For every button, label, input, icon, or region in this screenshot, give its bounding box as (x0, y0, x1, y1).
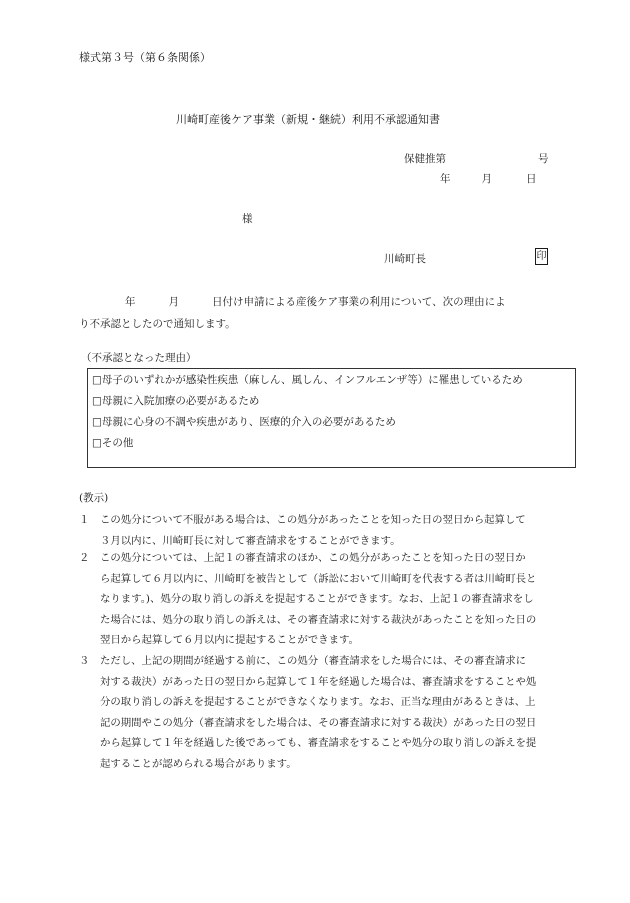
notice-line: なります。)、処分の取り消しの訴えを提起することができます。なお、上記１の審査請求をし (100, 593, 534, 605)
notice-item-3 (79, 651, 559, 774)
date-day: 日 (526, 173, 537, 185)
body-line-1 (79, 291, 559, 313)
document-number-prefix: 保健推第 (404, 153, 446, 165)
notice-item-2 (79, 548, 559, 651)
notice-line: 対する裁決）があった日の翌日から起算して１年を経過した場合は、審査請求をすることや処 (100, 675, 537, 688)
body-line-1-rest: 日付け申請による産後ケア事業の利用について、次の理由によ (212, 296, 506, 308)
notice-heading: (教示) (79, 492, 109, 504)
date-month: 月 (481, 173, 492, 185)
body-line-2: り不承認としたので通知します。 (79, 318, 236, 330)
seal-mark: 印 (535, 248, 548, 265)
notice-item-number: ３ (79, 655, 90, 667)
notice-line: 記の期間やこの処分（審査請求をした場合は、その審査請求に対する裁決）があった日の翌日 (100, 716, 537, 729)
reason-item-medical-intervention[interactable]: □母親に心身の不調や疾患があり、医療的介入の必要があるため (92, 416, 396, 428)
issue-date (440, 171, 537, 186)
form-number: 様式第３号（第６条関係） (79, 51, 211, 64)
issuer-name: 川崎町長 (384, 253, 426, 265)
date-year: 年 (440, 173, 451, 185)
document-number-suffix: 号 (538, 153, 549, 165)
notice-line: 翌日から起算して６月以内に提起することができます。 (100, 634, 359, 646)
notice-line: この処分について不服がある場合は、この処分があったことを知った日の翌日から起算して (100, 514, 526, 526)
notice-line: ら起算して６月以内に、川崎町を被告として（訴訟において川崎町を代表する者は川崎町長と (100, 572, 537, 585)
notice-item-1 (79, 510, 559, 551)
notification-body (79, 291, 559, 335)
reasons-heading: （不承認となった理由） (81, 352, 197, 364)
notice-line: から起算して１年を経過した後であっても、審査請求をすることや処分の取り消しの訴えを提 (100, 737, 537, 749)
notice-line: 分の取り消しの訴えを提起することができなくなります。なお、正当な理由があるときは、上 (100, 696, 536, 708)
document-title: 川崎町産後ケア事業（新規・継続）利用不承認通知書 (176, 113, 440, 126)
notice-line: ただし、上記の期間が経過する前に、この処分（審査請求をした場合には、その審査請求に (100, 655, 527, 667)
notice-line: た場合には、処分の取り消しの訴えは、その審査請求に対する裁決があったことを知った日の (100, 613, 537, 626)
notice-line: この処分については、上記１の審査請求のほか、この処分があったことを知った日の翌日か (100, 552, 526, 564)
reason-item-hospitalization[interactable]: □母親に入院加療の必要があるため (92, 395, 260, 407)
body-month: 月 (168, 296, 179, 308)
reason-item-other[interactable]: □その他 (92, 437, 134, 449)
notice-line: 起することが認められる場合があります。 (100, 757, 297, 770)
notice-item-number: ２ (79, 552, 90, 564)
document-number (404, 151, 549, 166)
body-year: 年 (125, 296, 136, 308)
notice-line: ３月以内に、川崎町長に対して審査請求をすることができます。 (100, 534, 401, 547)
notice-item-number: １ (79, 514, 90, 526)
reasons-box (87, 368, 576, 468)
recipient-honorific: 様 (242, 213, 253, 225)
reason-item-infection[interactable]: □母子のいずれかが感染性疾患（麻しん、風しん、インフルエンザ等）に罹患しているため (92, 374, 523, 386)
